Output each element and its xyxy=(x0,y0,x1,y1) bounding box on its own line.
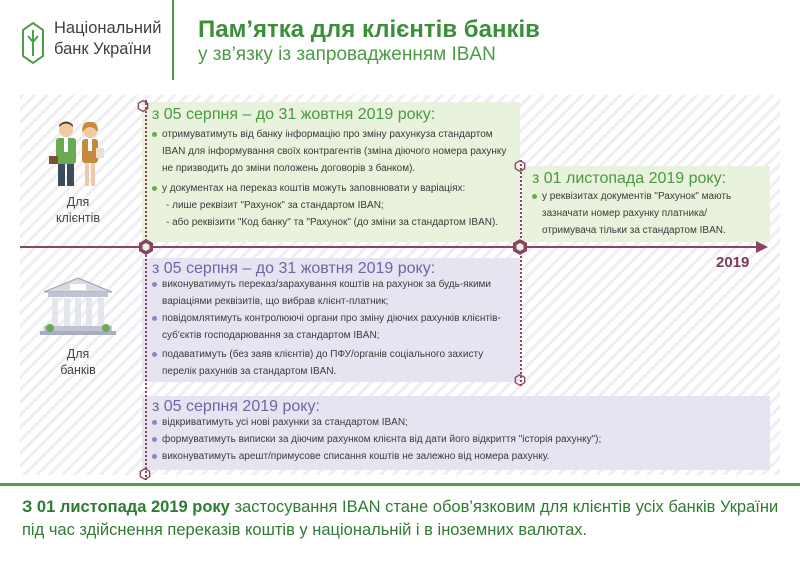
clients-period1-panel xyxy=(142,102,520,242)
page-subtitle: у зв’язку із запровадженням IBAN xyxy=(198,44,496,65)
header-divider xyxy=(172,0,174,80)
banks-period1-bullet2: повідомлятимуть контролюючі органи про зміну діючих рахунків клієнтів-суб'єктів господарювання за стандартом IBAN; xyxy=(152,310,508,344)
banner-text xyxy=(22,496,782,542)
bank-building-icon xyxy=(40,276,116,336)
clients-people-icon xyxy=(46,118,110,190)
logo-line1: Національний xyxy=(54,19,162,37)
banks-period2-bullet1: відкриватимуть усі нові рахунки за стандартом IBAN; xyxy=(152,414,762,431)
banner-rest: застосування IBAN стане обов’язковим для клієнтів усіх банків України під час здійснення переказів коштів у національній і в іноземних валютах. xyxy=(22,498,779,539)
banks-label: Для банків xyxy=(60,347,96,377)
clients-period1-bullet2: у документах на переказ коштів можуть заповнювати у варіаціях: xyxy=(152,180,508,197)
banner-bold: З 01 листопада 2019 року xyxy=(22,498,230,516)
timeline-arrow-icon xyxy=(756,241,768,253)
timeline-axis xyxy=(20,246,760,248)
timeline-vertical-start xyxy=(145,100,147,480)
banks-period1-panel xyxy=(142,258,520,382)
bullet-dot xyxy=(152,316,157,321)
clients-period2-bullet1: у реквізитах документів "Рахунок" мають зазначати номер рахунку платника/ отримувача тільки за стандартом IBAN. xyxy=(532,188,762,239)
banks-period1-bullet3: подаватимуть (без заяв клієнтів) до ПФУ/органів соціального захисту перелік рахунків за стандартом IBAN. xyxy=(152,346,508,380)
clients-label: Для клієнтів xyxy=(55,195,101,225)
nbu-logo-icon xyxy=(22,22,44,64)
timeline-small-marker-icon xyxy=(137,100,149,112)
banks-period1-heading: з 05 серпня – до 31 жовтня 2019 року: xyxy=(152,260,436,277)
bullet-dot xyxy=(152,282,157,287)
clients-period1-sub2: - або реквізити "Код банку" та "Рахунок" (до зміни за стандартом IBAN). xyxy=(166,217,499,228)
clients-period2-heading: з 01 листопада 2019 року: xyxy=(532,170,727,187)
timeline-vertical-nov xyxy=(520,160,522,386)
clients-period2-panel xyxy=(522,166,770,242)
bullet-dot xyxy=(152,352,157,357)
timeline-year: 2019 xyxy=(716,254,750,271)
banks-period2-bullet2: формуватимуть виписки за діючим рахунком клієнта від дати його відкриття "історія рахунку"); xyxy=(152,431,762,448)
nbu-logo xyxy=(22,18,162,68)
banks-period2-panel xyxy=(142,396,770,470)
bullet-dot xyxy=(152,454,157,459)
bullet-dot xyxy=(152,437,157,442)
bullet-dot xyxy=(152,186,157,191)
timeline-small-marker-icon xyxy=(139,468,151,480)
timeline-marker-icon xyxy=(137,238,155,256)
bullet-dot xyxy=(152,132,157,137)
timeline-marker-icon xyxy=(511,238,529,256)
logo-text xyxy=(54,18,161,60)
bottom-banner xyxy=(0,483,800,565)
banks-period2-heading: з 05 серпня 2019 року: xyxy=(152,398,320,415)
timeline-small-marker-icon xyxy=(514,160,526,172)
page-title: Пам’ятка для клієнтів банків xyxy=(198,16,540,43)
clients-period1-bullet1: отримуватимуть від банку інформацію про зміну рахункуза стандартом IBAN для інформування своїх контрагентів (зміна діючого номера рахунку не призводить до зміни положень договорів з банком). xyxy=(152,126,508,177)
banks-period1-bullet1: виконуватимуть переказ/зарахування коштів на рахунок за будь-якими варіаціями реквізитів, що вибрав клієнт-платник; xyxy=(152,276,508,310)
bullet-dot xyxy=(532,194,537,199)
clients-period1-heading: з 05 серпня – до 31 жовтня 2019 року: xyxy=(152,106,436,123)
logo-line2: банк України xyxy=(54,40,152,58)
bullet-dot xyxy=(152,420,157,425)
timeline-small-marker-icon xyxy=(514,374,526,386)
banks-period2-bullet3: виконуватимуть арешт/примусове списання коштів не залежно від номера рахунку. xyxy=(152,448,762,465)
clients-period1-sub1: - лише реквізит "Рахунок" за стандартом IBAN; xyxy=(166,200,384,211)
